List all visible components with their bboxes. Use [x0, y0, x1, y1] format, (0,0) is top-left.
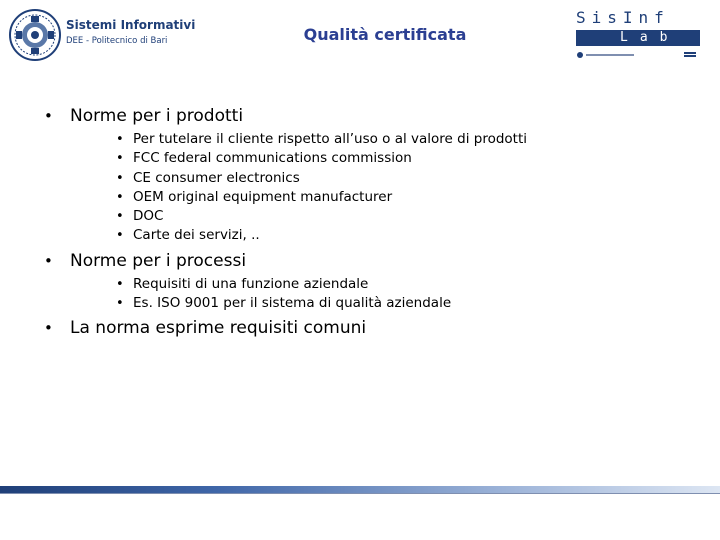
footer-gradient-bar	[0, 486, 720, 493]
lab-logo-bar: Lab	[576, 30, 700, 46]
bullet-level2: • Requisiti di una funzione aziendale	[0, 275, 720, 294]
slide-header	[0, 0, 720, 70]
organization-name: Sistemi Informativi	[66, 18, 196, 32]
slide-body	[0, 105, 720, 339]
organization-block	[66, 18, 195, 46]
politecnico-seal-logo	[8, 8, 62, 62]
bullet-level2: • CE consumer electronics	[0, 169, 720, 188]
bullet-level1: • Norme per i prodotti	[0, 105, 720, 127]
lab-logo-footer-marks	[576, 50, 700, 60]
sisinf-lab-logo	[576, 8, 704, 60]
lab-logo-top-text: SisInf	[576, 8, 670, 27]
bullet-level2: • Per tutelare il cliente rispetto all’uso o al valore di prodotti	[0, 130, 720, 149]
bullet-level2: • Es. ISO 9001 per il sistema di qualità aziendale	[0, 294, 720, 313]
bullet-level1: • La norma esprime requisiti comuni	[0, 317, 720, 339]
bullet-level2: • DOC	[0, 207, 720, 226]
footer-divider	[0, 493, 720, 494]
organization-subtitle: DEE - Politecnico di Bari	[66, 36, 168, 46]
bullet-level2: • Carte dei servizi, ..	[0, 226, 720, 245]
bullet-level2: • OEM original equipment manufacturer	[0, 188, 720, 207]
slide-title: Qualità certificata	[303, 25, 467, 44]
bullet-level2: • FCC federal communications commission	[0, 149, 720, 168]
bullet-level1: • Norme per i processi	[0, 250, 720, 272]
